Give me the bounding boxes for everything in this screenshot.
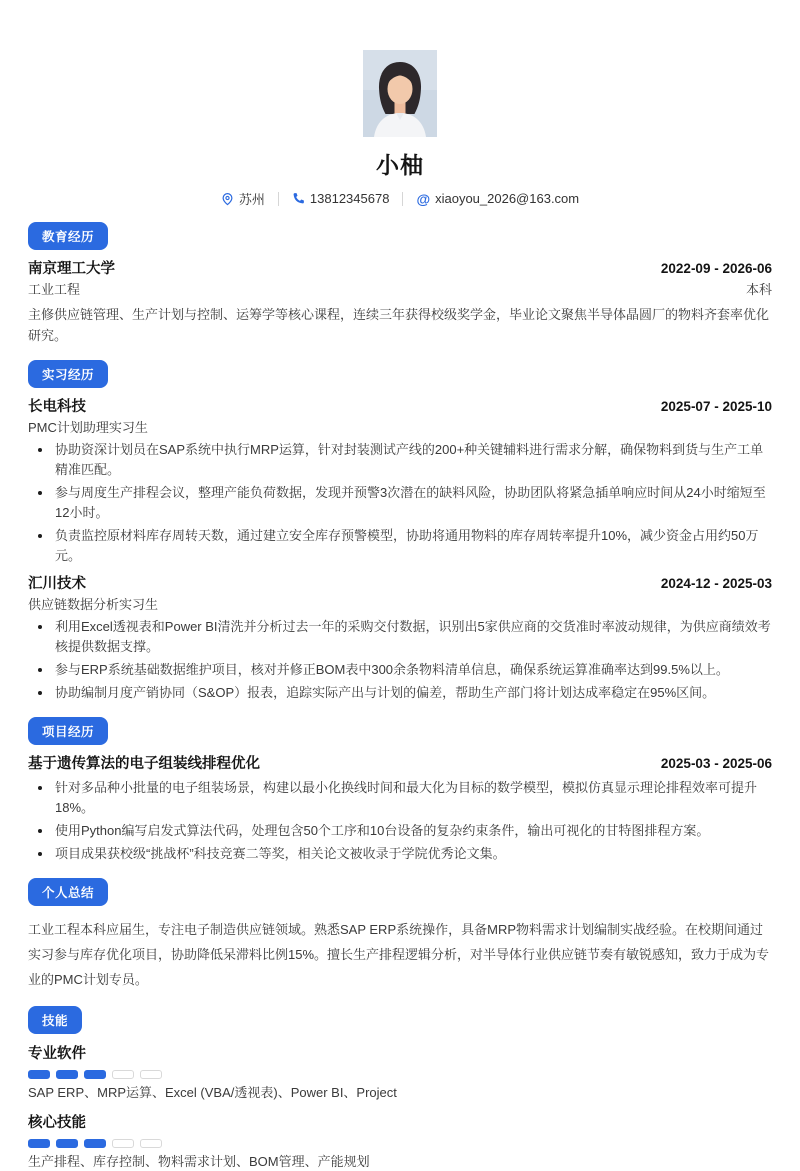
skill-level-bar bbox=[56, 1139, 78, 1148]
education-sub-row bbox=[28, 281, 772, 298]
person-name: 小柚 bbox=[376, 152, 424, 178]
email-text: xiaoyou_2026@163.com bbox=[435, 191, 580, 206]
summary-badge: 个人总结 bbox=[28, 878, 108, 906]
skill-level-bar bbox=[112, 1139, 134, 1148]
portrait-photo-icon bbox=[363, 50, 437, 137]
skill-level-bar bbox=[28, 1139, 50, 1148]
bullet-item: 参与ERP系统基础数据维护项目，核对并修正BOM表中300余条物料清单信息，确保系统运算准确率达到99.5%以上。 bbox=[28, 660, 772, 680]
project-header-row bbox=[28, 754, 772, 774]
internship-date: 2024-12 - 2025-03 bbox=[660, 576, 772, 591]
skill-level-bar bbox=[28, 1070, 50, 1079]
skill-detail: SAP ERP、MRP运算、Excel (VBA/透视表)、Power BI、Project bbox=[28, 1085, 397, 1100]
skill-level-bars bbox=[28, 1070, 772, 1079]
internship-header-row bbox=[28, 397, 772, 417]
major-name: 工业工程 bbox=[28, 282, 81, 297]
profile-photo bbox=[363, 50, 437, 137]
section-summary bbox=[28, 878, 772, 992]
location-pin-icon bbox=[221, 192, 234, 206]
company-name: 长电科技 bbox=[28, 399, 86, 415]
internship-item bbox=[28, 574, 772, 703]
skill-detail: 生产排程、库存控制、物料需求计划、BOM管理、产能规划 bbox=[28, 1154, 370, 1169]
skill-level-bars bbox=[28, 1139, 772, 1148]
project-badge: 项目经历 bbox=[28, 717, 108, 745]
contact-separator bbox=[278, 192, 279, 206]
bullet-item: 负责监控原材料库存周转天数，通过建立安全库存预警模型，协助将通用物料的库存周转率提升10%，减少资金占用约50万元。 bbox=[28, 526, 772, 566]
skill-level-bar bbox=[140, 1139, 162, 1148]
skill-group-title: 核心技能 bbox=[28, 1115, 86, 1131]
bullet-item: 参与周度生产排程会议，整理产能负荷数据，发现并预警3次潜在的缺料风险，协助团队将紧急插单响应时间从24小时缩短至12小时。 bbox=[28, 483, 772, 523]
internship-header-row bbox=[28, 574, 772, 594]
skills-badge: 技能 bbox=[28, 1006, 82, 1034]
bullet-item: 项目成果获校级“挑战杯”科技竞赛二等奖，相关论文被收录于学院优秀论文集。 bbox=[28, 844, 772, 864]
school-name: 南京理工大学 bbox=[28, 261, 115, 277]
skill-level-bar bbox=[84, 1139, 106, 1148]
degree-name: 本科 bbox=[745, 282, 772, 297]
contact-location bbox=[221, 189, 265, 208]
education-badge: 教育经历 bbox=[28, 222, 108, 250]
project-item bbox=[28, 754, 772, 864]
summary-text: 工业工程本科应届生，专注电子制造供应链领域。熟悉SAP ERP系统操作，具备MRP物料需求计划编制实战经验。在校期间通过实习参与库存优化项目，协助降低呆滞料比例15%。擅长生产排程逻辑分析，对半导体行业供应链节奏有敏锐感知，致力于成为专业的PMC计划专员。 bbox=[28, 922, 770, 987]
phone-icon bbox=[292, 192, 305, 205]
education-description: 主修供应链管理、生产计划与控制、运筹学等核心课程，连续三年获得校级奖学金，毕业论文聚焦半导体晶圆厂的物料齐套率优化研究。 bbox=[28, 307, 770, 343]
contact-separator bbox=[402, 192, 403, 206]
project-date: 2025-03 - 2025-06 bbox=[660, 756, 772, 771]
skill-level-bar bbox=[140, 1070, 162, 1079]
company-name: 汇川技术 bbox=[28, 576, 86, 592]
bullet-item: 使用Python编写启发式算法代码，处理包含50个工序和10台设备的复杂约束条件，输出可视化的甘特图排程方案。 bbox=[28, 821, 772, 841]
project-title: 基于遗传算法的电子组装线排程优化 bbox=[28, 756, 260, 772]
resume-header bbox=[28, 0, 772, 208]
skill-group-core bbox=[28, 1114, 772, 1171]
section-project bbox=[28, 717, 772, 864]
location-text: 苏州 bbox=[238, 192, 265, 207]
skill-group-title: 专业软件 bbox=[28, 1046, 86, 1062]
internship-bullets bbox=[28, 440, 772, 566]
internship-date: 2025-07 - 2025-10 bbox=[660, 399, 772, 414]
education-date: 2022-09 - 2026-06 bbox=[660, 261, 772, 276]
bullet-item: 利用Excel透视表和Power BI清洗并分析过去一年的采购交付数据，识别出5家供应商的交货准时率波动规律，为供应商绩效考核提供数据支撑。 bbox=[28, 617, 772, 657]
section-skills bbox=[28, 1006, 772, 1171]
contact-row bbox=[28, 189, 772, 208]
section-education bbox=[28, 222, 772, 346]
bullet-item: 协助资深计划员在SAP系统中执行MRP运算，针对封装测试产线的200+种关键辅料进行需求分解，确保物料到货与生产工单精准匹配。 bbox=[28, 440, 772, 480]
bullet-item: 针对多品种小批量的电子组装场景，构建以最小化换线时间和最大化为目标的数学模型，模拟仿真显示理论排程效率可提升18%。 bbox=[28, 778, 772, 818]
skill-level-bar bbox=[84, 1070, 106, 1079]
role-title: PMC计划助理实习生 bbox=[28, 420, 148, 435]
internship-badge: 实习经历 bbox=[28, 360, 108, 388]
phone-text: 13812345678 bbox=[309, 191, 390, 206]
role-title: 供应链数据分析实习生 bbox=[28, 597, 159, 612]
contact-email bbox=[416, 191, 579, 206]
internship-bullets bbox=[28, 617, 772, 703]
skill-group-software bbox=[28, 1045, 772, 1102]
education-header-row bbox=[28, 259, 772, 279]
project-bullets bbox=[28, 778, 772, 864]
at-icon: @ bbox=[416, 190, 431, 207]
skill-level-bar bbox=[56, 1070, 78, 1079]
contact-phone bbox=[292, 191, 390, 206]
section-internship bbox=[28, 360, 772, 703]
bullet-item: 协助编制月度产销协同（S&OP）报表，追踪实际产出与计划的偏差，帮助生产部门将计划达成率稳定在95%区间。 bbox=[28, 683, 772, 703]
internship-item bbox=[28, 397, 772, 566]
skill-level-bar bbox=[112, 1070, 134, 1079]
